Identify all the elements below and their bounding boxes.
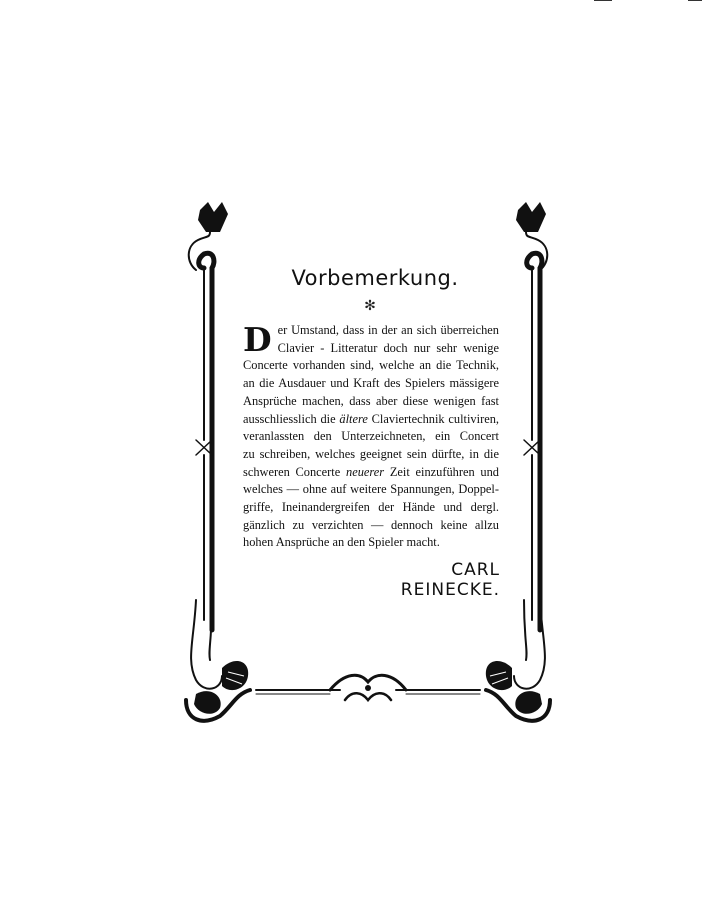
text-segment: Claviertechnik cultiviren, (371, 411, 499, 426)
text-line: veranlassten den Unterzeichneten, ein Concert (243, 429, 499, 444)
text-line: Clavier - Litteratur doch nur sehr wenige (277, 340, 499, 355)
text-line: griffe, Ineinandergreifen der Hände und dergl. (243, 500, 499, 515)
dropcap-letter: D (243, 320, 272, 359)
text-line: zu schreiben, welches geeignet sein dürfte, in die (243, 446, 499, 461)
text-line: er Umstand, dass in der an sich überreichen (277, 323, 499, 337)
text-line: welches — ohne auf weitere Spannungen, Doppel- (243, 482, 499, 497)
text-line: an die Ausdauer und Kraft des Spielers mässigere (243, 376, 499, 391)
text-line (243, 464, 499, 482)
emphasis-word: ältere (339, 411, 368, 426)
text-line: Concerte vorhanden sind, welche an die Technik, (243, 358, 499, 373)
text-line: hohen Ansprüche an den Spieler macht. (243, 535, 440, 550)
asterism-ornament: ✻ (364, 299, 376, 314)
signature: CARL REINECKE. (400, 560, 500, 600)
text-line: gänzlich zu verzichten — dennoch keine allzu (243, 517, 499, 532)
preface-text (243, 322, 499, 552)
text-line (243, 411, 499, 429)
page-title: Vorbemerkung. (291, 266, 459, 290)
text-line: Ansprüche machen, dass aber diese wenigen fast (243, 393, 499, 408)
text-segment: Zeit einzuführen und (389, 464, 500, 479)
emphasis-word: neuerer (346, 464, 385, 479)
text-segment: ausschliesslich die (243, 411, 336, 426)
text-segment: schweren Concerte (243, 464, 341, 479)
